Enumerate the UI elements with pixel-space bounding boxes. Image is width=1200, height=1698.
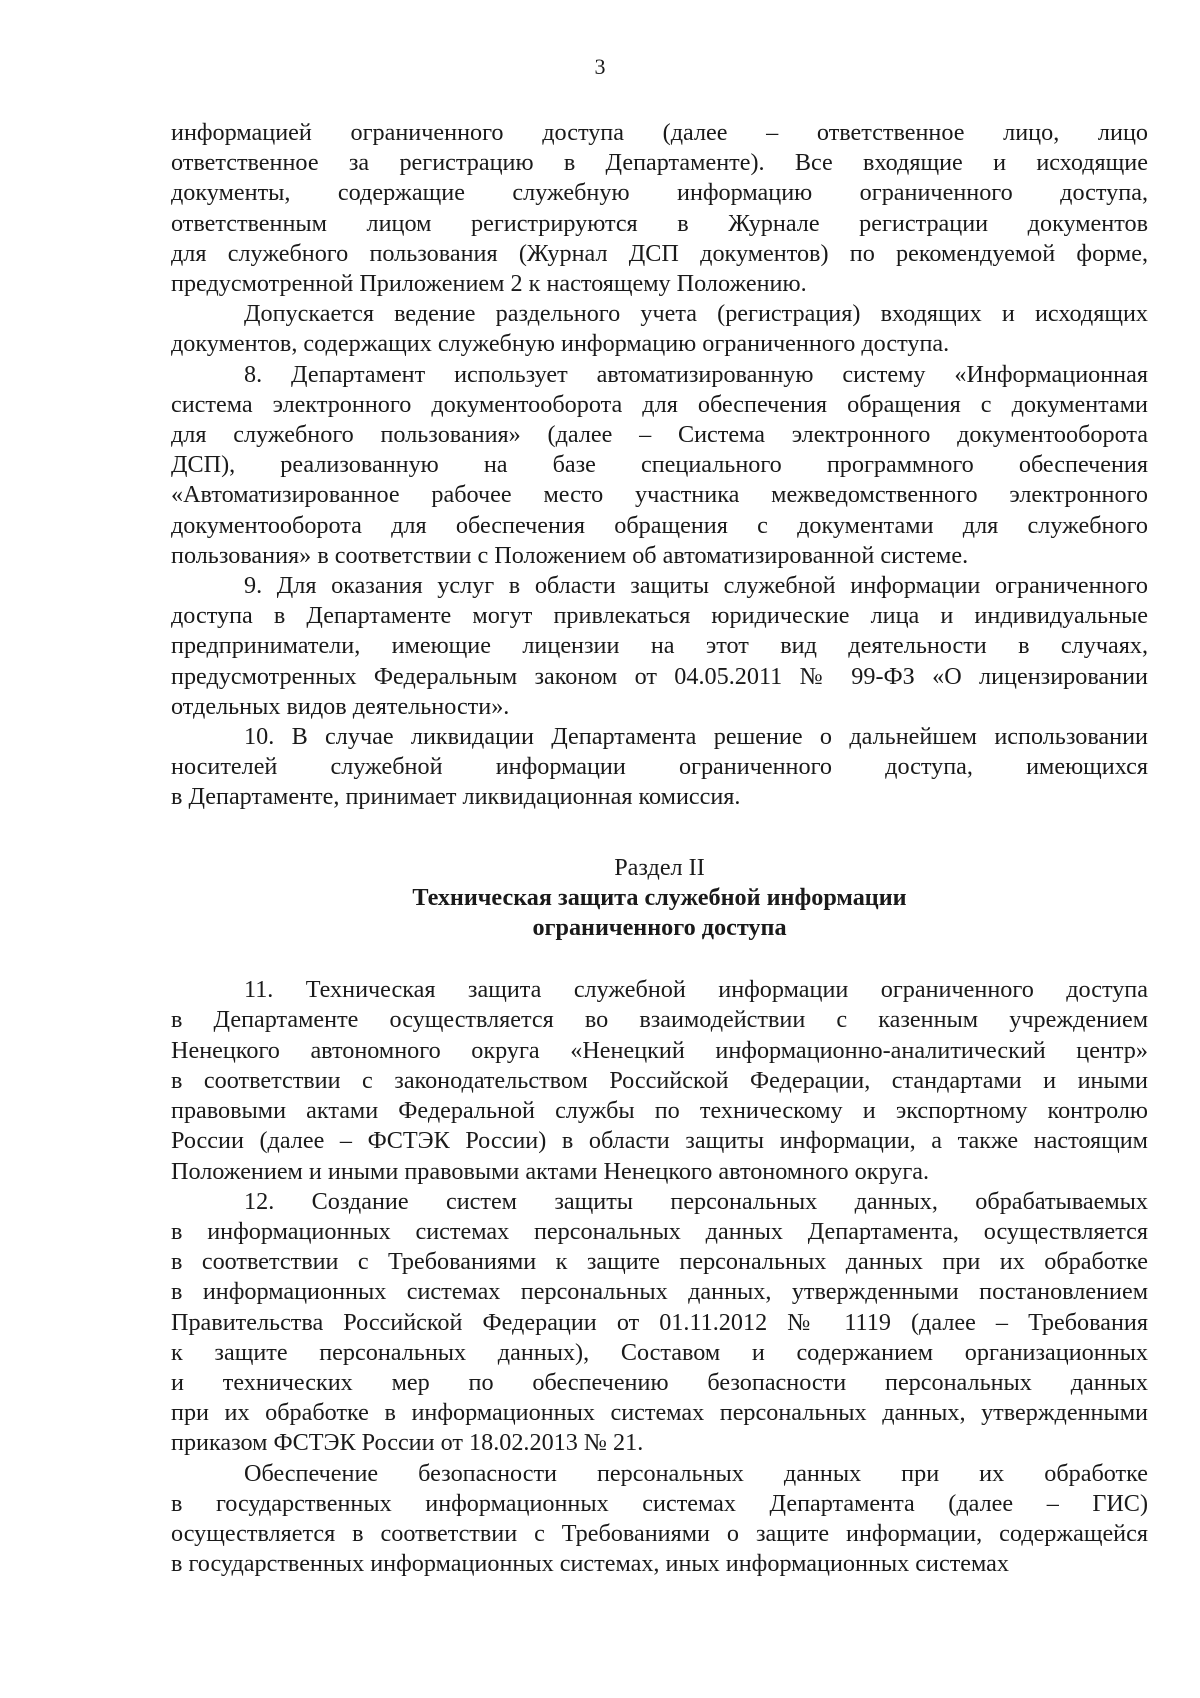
paragraph <box>171 722 1148 813</box>
text-line: в информационных системах персональных данных, утвержденными постановлением <box>171 1278 1148 1306</box>
text-line: к защите персональных данных), Составом и содержанием организационных <box>171 1338 1148 1366</box>
text-line: ответственное за регистрацию в Департаменте). Все входящие и исходящие <box>171 149 1148 177</box>
text-line: ДСП), реализованную на базе специального программного обеспечения <box>171 451 1148 479</box>
text-line: в государственных информационных системах Департамента (далее – ГИС) <box>171 1489 1148 1517</box>
text-line: ответственным лицом регистрируются в Журнале регистрации документов <box>171 209 1148 237</box>
text-line: документов, содержащих служебную информацию ограниченного доступа. <box>171 330 950 358</box>
text-line: при их обработке в информационных системах персональных данных, утвержденными <box>171 1399 1148 1427</box>
text-line: в соответствии с законодательством Российской Федерации, стандартами и иными <box>171 1066 1148 1094</box>
document-body <box>171 118 1148 1579</box>
paragraph <box>171 1187 1148 1459</box>
text-line: 11. Техническая защита служебной информации ограниченного доступа <box>244 976 1148 1004</box>
text-line: осуществляется в соответствии с Требованиями о защите информации, содержащейся <box>171 1519 1148 1547</box>
text-line: 8. Департамент использует автоматизированную систему «Информационная <box>244 360 1148 388</box>
paragraph <box>171 975 1148 1186</box>
text-line: информацией ограниченного доступа (далее – ответственное лицо, лицо <box>171 119 1148 146</box>
text-line: и технических мер по обеспечению безопасности персональных данных <box>171 1368 1148 1396</box>
text-line: 12. Создание систем защиты персональных данных, обрабатываемых <box>244 1187 1148 1215</box>
text-line: в государственных информационных системах, иных информационных системах <box>171 1550 1009 1578</box>
text-line: в Департаменте осуществляется во взаимодействии с казенным учреждением <box>171 1006 1148 1034</box>
text-line: 9. Для оказания услуг в области защиты служебной информации ограниченного <box>244 572 1148 600</box>
text-line: предусмотренной Приложением 2 к настоящему Положению. <box>171 270 807 298</box>
text-line: Допускается ведение раздельного учета (регистрация) входящих и исходящих <box>244 300 1148 328</box>
text-line: предприниматели, имеющие лицензии на этот вид деятельности в случаях, <box>171 632 1148 660</box>
text-line: «Автоматизированное рабочее место участника межведомственного электронного <box>171 481 1148 509</box>
text-line: Ненецкого автономного округа «Ненецкий информационно-аналитический центр» <box>171 1036 1148 1064</box>
paragraph <box>171 118 1148 299</box>
text-line: России (далее – ФСТЭК России) в области защиты информации, а также настоящим <box>171 1127 1148 1155</box>
text-line: в информационных системах персональных данных Департамента, осуществляется <box>171 1217 1148 1245</box>
bottom-paragraphs <box>171 975 1148 1579</box>
text-line: для служебного пользования» (далее – Система электронного документооборота <box>171 421 1148 449</box>
text-line: Правительства Российской Федерации от 01.11.2012 № 1119 (далее – Требования <box>171 1308 1148 1336</box>
text-line: приказом ФСТЭК России от 18.02.2013 № 21. <box>171 1429 644 1457</box>
paragraph <box>171 1459 1148 1580</box>
text-line: доступа в Департаменте могут привлекаться юридические лица и индивидуальные <box>171 602 1148 630</box>
text-line: документооборота для обеспечения обращения с документами для служебного <box>171 511 1148 539</box>
paragraph <box>171 571 1148 722</box>
section-title-line-2: ограниченного доступа <box>532 914 787 942</box>
text-line: отдельных видов деятельности». <box>171 692 510 720</box>
text-line: в Департаменте, принимает ликвидационная комиссия. <box>171 783 741 811</box>
section-label: Раздел II <box>614 853 705 881</box>
text-line: носителей служебной информации ограниченного доступа, имеющихся <box>171 753 1148 781</box>
text-line: Обеспечение безопасности персональных данных при их обработке <box>244 1459 1148 1487</box>
page-number: 3 <box>594 54 606 79</box>
text-line: 10. В случае ликвидации Департамента решение о дальнейшем использовании <box>244 723 1148 751</box>
text-line: система электронного документооборота для обеспечения обращения с документами <box>171 390 1148 418</box>
text-line: правовыми актами Федеральной службы по техническому и экспортному контролю <box>171 1097 1148 1125</box>
paragraph <box>171 360 1148 571</box>
text-line: предусмотренных Федеральным законом от 04.05.2011 № 99-ФЗ «О лицензировании <box>171 662 1148 690</box>
text-line: Положением и иными правовыми актами Ненецкого автономного округа. <box>171 1157 930 1185</box>
text-line: документы, содержащие служебную информацию ограниченного доступа, <box>171 179 1148 207</box>
paragraph <box>171 299 1148 359</box>
text-line: в соответствии с Требованиями к защите персональных данных при их обработке <box>171 1248 1148 1276</box>
section-title-line-1: Техническая защита служебной информации <box>412 883 907 911</box>
text-line: для служебного пользования (Журнал ДСП документов) по рекомендуемой форме, <box>171 239 1148 267</box>
text-line: пользования» в соответствии с Положением об автоматизированной системе. <box>171 541 969 569</box>
top-paragraphs <box>171 118 1148 813</box>
